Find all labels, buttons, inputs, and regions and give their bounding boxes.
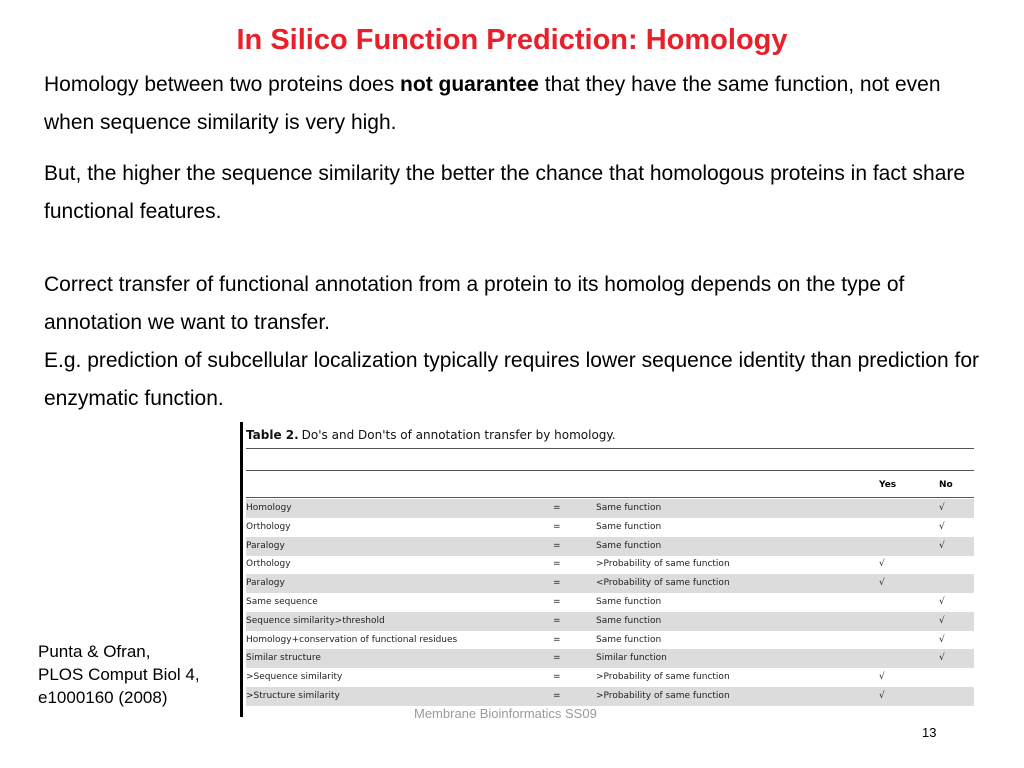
p1-text-b: that they have the same function, not even when sequence similarity is very high. — [44, 73, 941, 134]
citation-line-3: e1000160 (2008) — [38, 688, 168, 707]
cell-no: √ — [939, 615, 945, 626]
paragraph-homology — [44, 66, 984, 142]
p3-text-b: E.g. prediction of subcellular localization typically requires lower sequence identity than prediction for enzymatic function. — [44, 349, 980, 410]
cell-right: <Probability of same function — [596, 578, 730, 589]
cell-op: = — [553, 521, 561, 532]
citation — [38, 640, 200, 709]
cell-left: >Sequence similarity — [246, 672, 343, 683]
cell-left: Same sequence — [246, 597, 318, 607]
cell-op: = — [553, 672, 561, 683]
cell-yes: √ — [879, 672, 885, 683]
cell-left: Orthology — [246, 559, 291, 570]
cell-left: Orthology — [246, 521, 291, 532]
citation-line-2: PLOS Comput Biol 4, — [38, 665, 200, 684]
cell-op: = — [553, 503, 561, 513]
table-row — [246, 668, 974, 687]
table-row — [246, 555, 974, 574]
cell-right: Same function — [596, 503, 662, 513]
cell-right: >Probability of same function — [596, 559, 730, 570]
cell-left: Homology — [246, 503, 292, 513]
header-no: No — [939, 480, 953, 490]
paragraph-transfer — [44, 266, 984, 418]
table-row — [246, 612, 974, 631]
cell-no: √ — [939, 634, 945, 645]
cell-op: = — [553, 634, 561, 645]
table-caption-text: Do's and Don'ts of annotation transfer by homology. — [301, 428, 616, 442]
cell-yes: √ — [879, 559, 885, 570]
table-row — [246, 574, 974, 593]
cell-no: √ — [939, 503, 945, 513]
cell-right: Same function — [596, 521, 662, 532]
cell-right: Similar function — [596, 653, 667, 664]
cell-op: = — [553, 691, 561, 701]
cell-op: = — [553, 597, 561, 607]
cell-left: Similar structure — [246, 653, 321, 664]
p1-text-a: Homology between two proteins does — [44, 73, 401, 96]
cell-left: Paralogy — [246, 540, 285, 551]
table-rule-top — [246, 448, 974, 449]
cell-right: >Probability of same function — [596, 691, 730, 701]
table-left-border — [240, 422, 243, 717]
cell-no: √ — [939, 521, 945, 532]
annotation-table — [240, 422, 975, 717]
slide-title: In Silico Function Prediction: Homology — [236, 24, 788, 56]
cell-no: √ — [939, 540, 945, 551]
cell-right: Same function — [596, 615, 662, 626]
p3-text-a: Correct transfer of functional annotation from a protein to its homolog depends on the type of annotation we want to transfer. — [44, 273, 905, 334]
cell-op: = — [553, 559, 561, 570]
cell-right: Same function — [596, 540, 662, 551]
table-rule-header — [246, 497, 974, 498]
table-row — [246, 593, 974, 612]
cell-no: √ — [939, 597, 945, 607]
cell-right: >Probability of same function — [596, 672, 730, 683]
cell-op: = — [553, 653, 561, 664]
cell-op: = — [553, 615, 561, 626]
cell-left: Paralogy — [246, 578, 285, 589]
p1-bold-text: not guarantee — [400, 73, 539, 96]
citation-line-1: Punta & Ofran, — [38, 642, 151, 661]
cell-left: Sequence similarity>threshold — [246, 615, 385, 626]
table-row — [246, 687, 974, 706]
cell-op: = — [553, 540, 561, 551]
cell-left: >Structure similarity — [246, 691, 340, 701]
cell-left: Homology+conservation of functional residues — [246, 634, 458, 645]
table-caption — [246, 428, 616, 442]
table-row — [246, 518, 974, 537]
slide-footer: Membrane Bioinformatics SS09 — [414, 706, 597, 721]
page-number: 13 — [922, 725, 937, 740]
cell-right: Same function — [596, 634, 662, 645]
table-row — [246, 499, 974, 518]
cell-yes: √ — [879, 691, 885, 701]
table-label: Table 2. — [246, 428, 299, 442]
cell-yes: √ — [879, 578, 885, 589]
cell-op: = — [553, 578, 561, 589]
table-rule-mid — [246, 470, 974, 471]
table-row — [246, 631, 974, 650]
cell-no: √ — [939, 653, 945, 664]
cell-right: Same function — [596, 597, 662, 607]
table-row — [246, 649, 974, 668]
paragraph-similarity: But, the higher the sequence similarity the better the chance that homologous proteins in fact share functional features. — [44, 162, 966, 223]
header-yes: Yes — [879, 480, 897, 490]
table-row — [246, 537, 974, 556]
